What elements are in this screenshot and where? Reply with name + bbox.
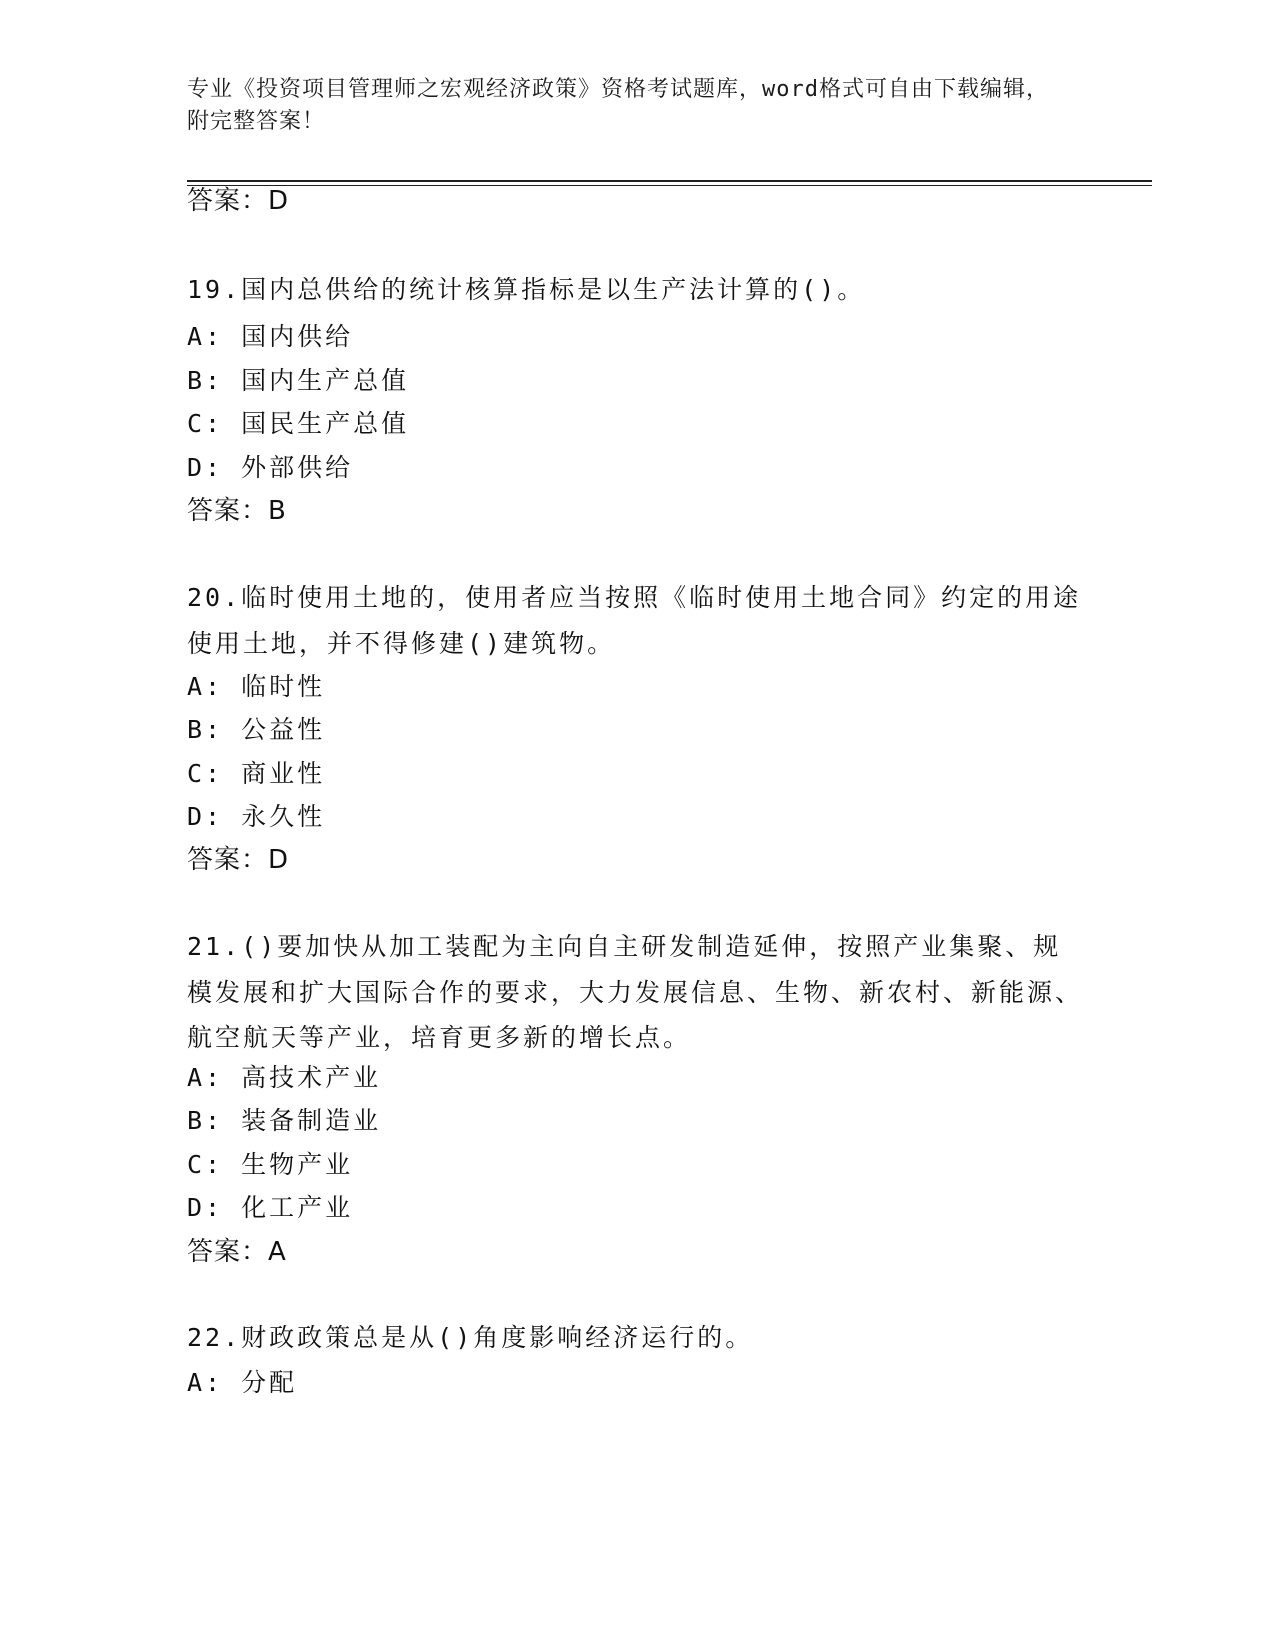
question-19-answer: 答案：B — [187, 496, 287, 526]
header-divider-thin — [187, 185, 1152, 186]
question-20-option-d: D: 永久性 — [187, 802, 326, 831]
answer-label: 答案：D — [187, 186, 290, 216]
question-19-option-a: A: 国内供给 — [187, 322, 354, 351]
question-21-answer: 答案：A — [187, 1237, 287, 1267]
question-19-option-b: B: 国内生产总值 — [187, 366, 410, 395]
question-22-option-a: A: 分配 — [187, 1368, 298, 1397]
question-20-option-a: A: 临时性 — [187, 672, 326, 701]
question-19-stem: 19.国内总供给的统计核算指标是以生产法计算的()。 — [187, 275, 866, 304]
question-19-option-d: D: 外部供给 — [187, 453, 354, 482]
question-21-option-a: A: 高技术产业 — [187, 1063, 382, 1092]
question-21-option-d: D: 化工产业 — [187, 1193, 354, 1222]
question-20-option-b: B: 公益性 — [187, 715, 326, 744]
question-20-stem: 20.临时使用土地的，使用者应当按照《临时使用土地合同》约定的用途使用土地，并不得修建()建筑物。 — [187, 583, 1082, 658]
question-21-option-c: C: 生物产业 — [187, 1150, 354, 1179]
question-20-option-c: C: 商业性 — [187, 759, 326, 788]
question-21-stem: 21.()要加快从加工装配为主向自主研发制造延伸，按照产业集聚、规模发展和扩大国际合作的要求，大力发展信息、生物、新农村、新能源、航空航天等产业，培育更多新的增长点。 — [187, 932, 1084, 1052]
question-21-option-b: B: 装备制造业 — [187, 1106, 382, 1135]
question-19-option-c: C: 国民生产总值 — [187, 409, 410, 438]
question-20-answer: 答案：D — [187, 845, 290, 875]
header-divider-thick — [187, 180, 1152, 182]
document-header: 专业《投资项目管理师之宏观经济政策》资格考试题库，word格式可自由下载编辑，附完整答案！ — [187, 77, 1049, 134]
question-22-stem: 22.财政政策总是从()角度影响经济运行的。 — [187, 1323, 754, 1352]
